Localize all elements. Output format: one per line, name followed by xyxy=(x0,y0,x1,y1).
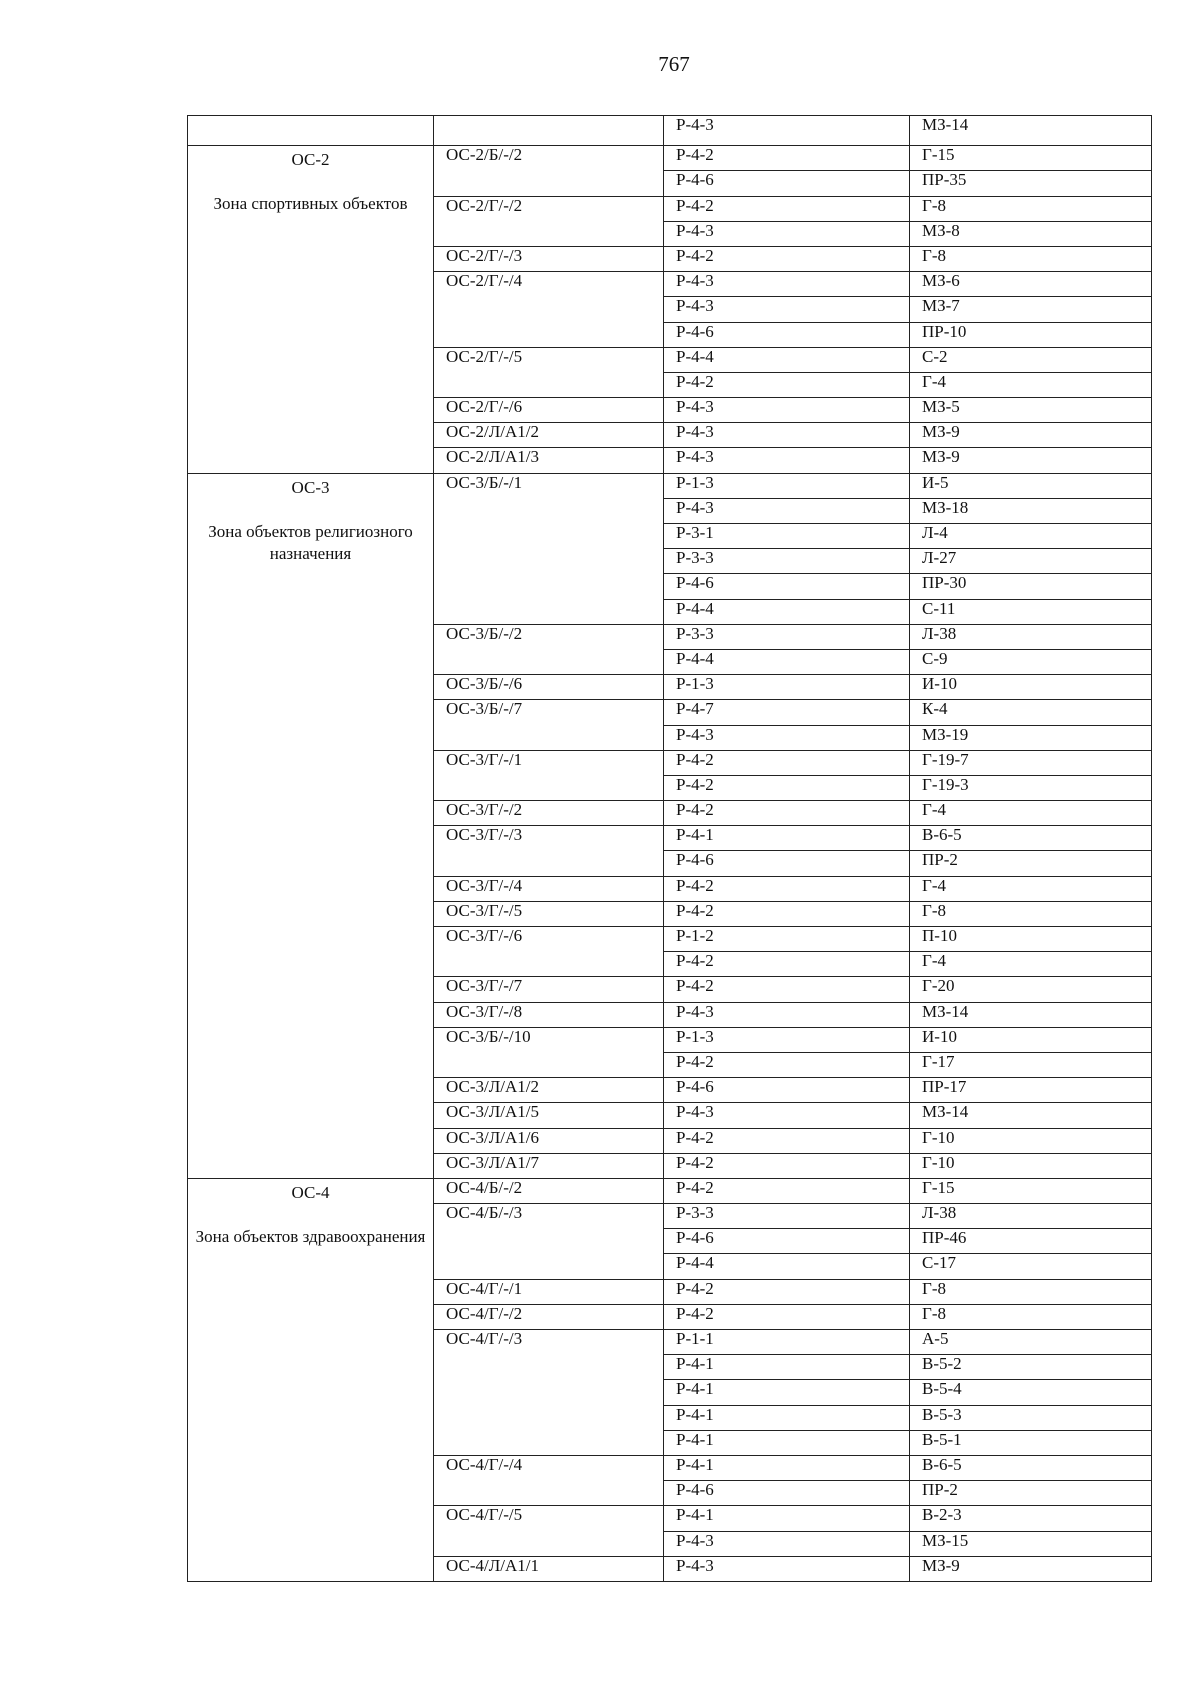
reference-code-cell: МЗ-14 xyxy=(910,1002,1152,1027)
reference-code-cell: МЗ-14 xyxy=(910,116,1152,146)
reference-code-cell: Г-4 xyxy=(910,952,1152,977)
parameter-code-cell: Р-4-6 xyxy=(664,322,910,347)
subzone-code-cell: ОС-3/Г/-/1 xyxy=(434,750,664,800)
parameter-code-cell: Р-4-2 xyxy=(664,1153,910,1178)
parameter-code-cell: Р-4-2 xyxy=(664,876,910,901)
reference-code-cell: Г-20 xyxy=(910,977,1152,1002)
reference-code-cell: Л-4 xyxy=(910,524,1152,549)
subzone-code-cell: ОС-2/Г/-/6 xyxy=(434,398,664,423)
reference-code-cell: Г-19-7 xyxy=(910,750,1152,775)
reference-code-cell: МЗ-8 xyxy=(910,221,1152,246)
reference-code-cell: И-10 xyxy=(910,1027,1152,1052)
reference-code-cell: Г-4 xyxy=(910,801,1152,826)
zone-code: ОС-4 xyxy=(291,1182,330,1202)
table-row xyxy=(188,473,1152,498)
reference-code-cell: МЗ-7 xyxy=(910,297,1152,322)
reference-code-cell: МЗ-9 xyxy=(910,448,1152,473)
subzone-code-cell: ОС-2/Г/-/3 xyxy=(434,246,664,271)
reference-code-cell: ПР-30 xyxy=(910,574,1152,599)
zone-cell xyxy=(188,146,434,473)
parameter-code-cell: Р-3-3 xyxy=(664,1204,910,1229)
reference-code-cell: ПР-2 xyxy=(910,851,1152,876)
parameter-code-cell: Р-4-2 xyxy=(664,1052,910,1077)
parameter-code-cell: Р-4-3 xyxy=(664,448,910,473)
subzone-code-cell: ОС-3/Л/А1/2 xyxy=(434,1078,664,1103)
reference-code-cell: Г-4 xyxy=(910,876,1152,901)
parameter-code-cell: Р-4-4 xyxy=(664,599,910,624)
parameter-code-cell: Р-4-3 xyxy=(664,398,910,423)
reference-code-cell: С-11 xyxy=(910,599,1152,624)
reference-code-cell: Г-8 xyxy=(910,1279,1152,1304)
parameter-code-cell: Р-4-2 xyxy=(664,196,910,221)
subzone-code-cell: ОС-3/Л/А1/7 xyxy=(434,1153,664,1178)
reference-code-cell: Г-17 xyxy=(910,1052,1152,1077)
reference-code-cell: ПР-2 xyxy=(910,1481,1152,1506)
parameter-code-cell: Р-4-3 xyxy=(664,1531,910,1556)
parameter-code-cell: Р-4-2 xyxy=(664,901,910,926)
reference-code-cell: В-5-1 xyxy=(910,1430,1152,1455)
reference-code-cell: МЗ-5 xyxy=(910,398,1152,423)
parameter-code-cell: Р-4-6 xyxy=(664,574,910,599)
reference-code-cell: Л-38 xyxy=(910,1204,1152,1229)
parameter-code-cell: Р-3-1 xyxy=(664,524,910,549)
parameter-code-cell: Р-4-6 xyxy=(664,1078,910,1103)
subzone-code-cell: ОС-3/Г/-/8 xyxy=(434,1002,664,1027)
reference-code-cell: В-5-4 xyxy=(910,1380,1152,1405)
reference-code-cell: МЗ-19 xyxy=(910,725,1152,750)
parameter-code-cell: Р-4-2 xyxy=(664,372,910,397)
parameter-code-cell: Р-4-1 xyxy=(664,1355,910,1380)
parameter-code-cell: Р-4-2 xyxy=(664,775,910,800)
parameter-code-cell: Р-1-2 xyxy=(664,927,910,952)
reference-code-cell: ПР-35 xyxy=(910,171,1152,196)
reference-code-cell: С-2 xyxy=(910,347,1152,372)
zones-table xyxy=(187,115,1152,1582)
reference-code-cell: И-5 xyxy=(910,473,1152,498)
reference-code-cell: В-6-5 xyxy=(910,826,1152,851)
parameter-code-cell: Р-4-3 xyxy=(664,221,910,246)
zone-name: Зона объектов здравоохранения xyxy=(195,1226,426,1246)
parameter-code-cell: Р-4-2 xyxy=(664,1178,910,1203)
reference-code-cell: Л-27 xyxy=(910,549,1152,574)
parameter-code-cell: Р-4-3 xyxy=(664,725,910,750)
parameter-code-cell: Р-1-3 xyxy=(664,473,910,498)
reference-code-cell: МЗ-18 xyxy=(910,498,1152,523)
reference-code-cell: Г-15 xyxy=(910,1178,1152,1203)
zone-name: Зона объектов религиозного назначения xyxy=(208,521,413,563)
table-row xyxy=(188,1178,1152,1203)
reference-code-cell: К-4 xyxy=(910,700,1152,725)
subzone-code-cell: ОС-3/Л/А1/5 xyxy=(434,1103,664,1128)
table-row xyxy=(188,146,1152,171)
reference-code-cell: В-5-2 xyxy=(910,1355,1152,1380)
reference-code-cell: А-5 xyxy=(910,1330,1152,1355)
parameter-code-cell: Р-4-6 xyxy=(664,1481,910,1506)
reference-code-cell: Г-15 xyxy=(910,146,1152,171)
table-row xyxy=(188,116,1152,146)
reference-code-cell: Г-8 xyxy=(910,1304,1152,1329)
zone-cell xyxy=(188,116,434,146)
reference-code-cell: В-6-5 xyxy=(910,1455,1152,1480)
subzone-code-cell: ОС-2/Л/А1/3 xyxy=(434,448,664,473)
parameter-code-cell: Р-4-2 xyxy=(664,952,910,977)
parameter-code-cell: Р-1-1 xyxy=(664,1330,910,1355)
parameter-code-cell: Р-4-3 xyxy=(664,272,910,297)
subzone-code-cell: ОС-3/Г/-/7 xyxy=(434,977,664,1002)
reference-code-cell: С-17 xyxy=(910,1254,1152,1279)
reference-code-cell: МЗ-14 xyxy=(910,1103,1152,1128)
parameter-code-cell: Р-4-2 xyxy=(664,750,910,775)
reference-code-cell: Г-10 xyxy=(910,1153,1152,1178)
reference-code-cell: Г-8 xyxy=(910,901,1152,926)
reference-code-cell: МЗ-9 xyxy=(910,423,1152,448)
subzone-code-cell: ОС-4/Л/А1/1 xyxy=(434,1556,664,1581)
subzone-code-cell: ОС-3/Б/-/1 xyxy=(434,473,664,624)
reference-code-cell: МЗ-6 xyxy=(910,272,1152,297)
parameter-code-cell: Р-4-2 xyxy=(664,246,910,271)
reference-code-cell: Л-38 xyxy=(910,624,1152,649)
reference-code-cell: В-2-3 xyxy=(910,1506,1152,1531)
parameter-code-cell: Р-3-3 xyxy=(664,549,910,574)
parameter-code-cell: Р-4-6 xyxy=(664,851,910,876)
reference-code-cell: Г-8 xyxy=(910,246,1152,271)
parameter-code-cell: Р-4-1 xyxy=(664,1455,910,1480)
reference-code-cell: И-10 xyxy=(910,675,1152,700)
parameter-code-cell: Р-4-2 xyxy=(664,146,910,171)
reference-code-cell: ПР-46 xyxy=(910,1229,1152,1254)
parameter-code-cell: Р-4-4 xyxy=(664,1254,910,1279)
parameter-code-cell: Р-4-1 xyxy=(664,826,910,851)
subzone-code-cell: ОС-4/Г/-/2 xyxy=(434,1304,664,1329)
reference-code-cell: П-10 xyxy=(910,927,1152,952)
parameter-code-cell: Р-4-1 xyxy=(664,1380,910,1405)
page-number: 767 xyxy=(658,52,690,76)
parameter-code-cell: Р-3-3 xyxy=(664,624,910,649)
subzone-code-cell: ОС-3/Б/-/2 xyxy=(434,624,664,674)
subzone-code-cell: ОС-4/Б/-/3 xyxy=(434,1204,664,1280)
parameter-code-cell: Р-4-2 xyxy=(664,977,910,1002)
parameter-code-cell: Р-4-3 xyxy=(664,1556,910,1581)
parameter-code-cell: Р-4-6 xyxy=(664,1229,910,1254)
parameter-code-cell: Р-4-3 xyxy=(664,297,910,322)
subzone-code-cell: ОС-3/Б/-/7 xyxy=(434,700,664,750)
reference-code-cell: С-9 xyxy=(910,649,1152,674)
parameter-code-cell: Р-4-1 xyxy=(664,1506,910,1531)
subzone-code-cell: ОС-2/Г/-/2 xyxy=(434,196,664,246)
reference-code-cell: Г-19-3 xyxy=(910,775,1152,800)
subzone-code-cell: ОС-2/Г/-/4 xyxy=(434,272,664,348)
parameter-code-cell: Р-4-4 xyxy=(664,347,910,372)
reference-code-cell: Г-10 xyxy=(910,1128,1152,1153)
parameter-code-cell: Р-4-3 xyxy=(664,1002,910,1027)
reference-code-cell: ПР-17 xyxy=(910,1078,1152,1103)
parameter-code-cell: Р-4-2 xyxy=(664,1304,910,1329)
reference-code-cell: МЗ-9 xyxy=(910,1556,1152,1581)
subzone-code-cell: ОС-3/Б/-/6 xyxy=(434,675,664,700)
parameter-code-cell: Р-4-2 xyxy=(664,1279,910,1304)
zone-cell xyxy=(188,473,434,1178)
parameter-code-cell: Р-4-7 xyxy=(664,700,910,725)
parameter-code-cell: Р-1-3 xyxy=(664,1027,910,1052)
subzone-code-cell: ОС-3/Л/А1/6 xyxy=(434,1128,664,1153)
parameter-code-cell: Р-4-1 xyxy=(664,1405,910,1430)
subzone-code-cell: ОС-3/Г/-/4 xyxy=(434,876,664,901)
parameter-code-cell: Р-4-3 xyxy=(664,1103,910,1128)
parameter-code-cell: Р-4-3 xyxy=(664,116,910,146)
zone-name: Зона спортивных объектов xyxy=(213,194,408,214)
zone-cell xyxy=(188,1178,434,1581)
reference-code-cell: Г-4 xyxy=(910,372,1152,397)
subzone-code-cell: ОС-4/Г/-/5 xyxy=(434,1506,664,1556)
reference-code-cell: МЗ-15 xyxy=(910,1531,1152,1556)
subzone-code-cell: ОС-2/Б/-/2 xyxy=(434,146,664,196)
subzone-code-cell: ОС-2/Г/-/5 xyxy=(434,347,664,397)
subzone-code-cell xyxy=(434,116,664,146)
subzone-code-cell: ОС-3/Г/-/5 xyxy=(434,901,664,926)
parameter-code-cell: Р-4-2 xyxy=(664,801,910,826)
subzone-code-cell: ОС-2/Л/А1/2 xyxy=(434,423,664,448)
subzone-code-cell: ОС-3/Г/-/3 xyxy=(434,826,664,876)
zone-code: ОС-2 xyxy=(291,150,330,170)
reference-code-cell: Г-8 xyxy=(910,196,1152,221)
parameter-code-cell: Р-4-3 xyxy=(664,498,910,523)
parameter-code-cell: Р-4-6 xyxy=(664,171,910,196)
subzone-code-cell: ОС-4/Б/-/2 xyxy=(434,1178,664,1203)
subzone-code-cell: ОС-4/Г/-/4 xyxy=(434,1455,664,1505)
subzone-code-cell: ОС-3/Г/-/2 xyxy=(434,801,664,826)
parameter-code-cell: Р-4-3 xyxy=(664,423,910,448)
reference-code-cell: ПР-10 xyxy=(910,322,1152,347)
parameter-code-cell: Р-1-3 xyxy=(664,675,910,700)
parameter-code-cell: Р-4-4 xyxy=(664,649,910,674)
subzone-code-cell: ОС-4/Г/-/3 xyxy=(434,1330,664,1456)
zone-code: ОС-3 xyxy=(291,477,330,497)
reference-code-cell: В-5-3 xyxy=(910,1405,1152,1430)
subzone-code-cell: ОС-4/Г/-/1 xyxy=(434,1279,664,1304)
subzone-code-cell: ОС-3/Б/-/10 xyxy=(434,1027,664,1077)
zones-table-body xyxy=(188,116,1152,1582)
parameter-code-cell: Р-4-1 xyxy=(664,1430,910,1455)
parameter-code-cell: Р-4-2 xyxy=(664,1128,910,1153)
subzone-code-cell: ОС-3/Г/-/6 xyxy=(434,927,664,977)
